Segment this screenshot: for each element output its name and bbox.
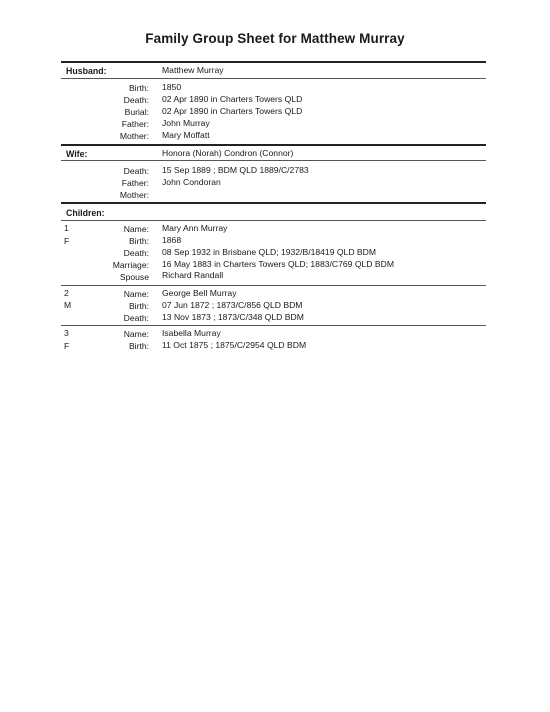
child-name-label: Name: — [123, 329, 149, 339]
child-birth-label: Birth: — [128, 236, 149, 246]
wife-header: Wife: — [66, 149, 88, 159]
child-spouse-label: Spouse — [119, 272, 149, 282]
husband-name: Matthew Murray — [162, 65, 224, 75]
child-death-label: Death: — [123, 313, 149, 323]
husband-mother-value: Mary Moffatt — [162, 130, 210, 140]
husband-mother-label: Mother: — [119, 131, 149, 141]
child-marriage-value: 16 May 1883 in Charters Towers QLD; 1883/C769 QLD BDM — [162, 259, 394, 269]
child-name-label: Name: — [123, 289, 149, 299]
wife-mother-label: Mother: — [119, 190, 149, 200]
section-divider — [61, 144, 486, 146]
husband-header: Husband: — [66, 66, 107, 76]
child-spouse-value: Richard Randall — [162, 270, 224, 280]
child-birth-value: 11 Oct 1875 ; 1875/C/2954 QLD BDM — [162, 340, 307, 350]
husband-death-value: 02 Apr 1890 in Charters Towers QLD — [162, 94, 303, 104]
wife-father-value: John Condoran — [162, 177, 221, 187]
child-sex: F — [64, 236, 70, 246]
children-header: Children: — [66, 208, 105, 218]
child-sex: F — [64, 341, 70, 351]
child-birth-label: Birth: — [128, 301, 149, 311]
child-number: 1 — [64, 223, 69, 233]
child-birth-value: 07 Jun 1872 ; 1873/C/856 QLD BDM — [162, 300, 303, 310]
child-death-value: 08 Sep 1932 in Brisbane QLD; 1932/B/18419 QLD BDM — [162, 247, 377, 257]
husband-burial-label: Burial: — [124, 107, 149, 117]
section-divider — [61, 202, 486, 204]
child-birth-label: Birth: — [128, 341, 149, 351]
child-death-value: 13 Nov 1873 ; 1873/C/348 QLD BDM — [162, 312, 304, 322]
husband-father-value: John Murray — [162, 118, 210, 128]
child-name-label: Name: — [123, 224, 149, 234]
section-divider — [61, 160, 486, 161]
wife-death-value: 15 Sep 1889 ; BDM QLD 1889/C/2783 — [162, 165, 309, 175]
section-divider — [61, 78, 486, 79]
child-marriage-label: Marriage: — [112, 260, 149, 270]
page-title: Family Group Sheet for Matthew Murray — [145, 31, 405, 46]
wife-father-label: Father: — [121, 178, 149, 188]
section-divider — [61, 61, 486, 63]
wife-name: Honora (Norah) Condron (Connor) — [162, 148, 294, 158]
husband-birth-label: Birth: — [128, 83, 149, 93]
child-name-value: Isabella Murray — [162, 328, 221, 338]
child-number: 2 — [64, 288, 69, 298]
child-birth-value: 1868 — [162, 235, 182, 245]
husband-father-label: Father: — [121, 119, 149, 129]
child-death-label: Death: — [123, 248, 149, 258]
husband-death-label: Death: — [123, 95, 149, 105]
wife-death-label: Death: — [123, 166, 149, 176]
husband-birth-value: 1850 — [162, 82, 182, 92]
section-divider — [61, 325, 486, 326]
child-name-value: George Bell Murray — [162, 288, 237, 298]
section-divider — [61, 285, 486, 286]
child-number: 3 — [64, 328, 69, 338]
section-divider — [61, 220, 486, 221]
child-sex: M — [64, 300, 72, 310]
child-name-value: Mary Ann Murray — [162, 223, 228, 233]
husband-burial-value: 02 Apr 1890 in Charters Towers QLD — [162, 106, 303, 116]
